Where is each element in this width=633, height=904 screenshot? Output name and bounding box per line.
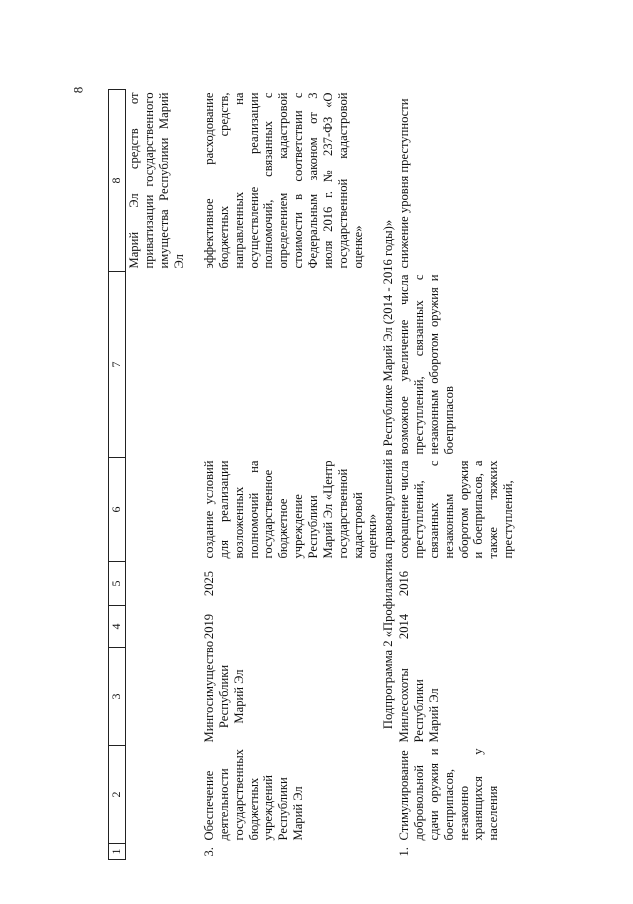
carry-over-link-text: Марий Эл средств от приватизации государственного имущества Республики Марий Эл	[127, 92, 186, 269]
row1-end-year: 2016	[397, 570, 412, 597]
row1-consequences: возможное увеличение числа преступлений, связанных с незаконным оборотом оружия и боеприпасов	[397, 274, 456, 455]
col-number-6: 6	[109, 458, 126, 562]
col-number-4: 4	[109, 606, 126, 648]
row3-activity-name: Обеспечение деятельности государственных бюджетных учреждений Республики Марий Эл	[202, 749, 306, 841]
col-number-3: 3	[109, 648, 126, 746]
row1-number: 1.	[397, 847, 412, 857]
col-number-7: 7	[109, 272, 126, 458]
table-row-1	[396, 90, 516, 860]
col-number-1: 1	[109, 844, 126, 860]
row3-link-to-indicators: эффективное расходование бюджетных средств, направленных на осуществление реализации полномочий, связанных с определением кадастровой стоимости в соответствии с Федеральным законом от 3 июля 2016 г. № 237-ФЗ «О государственной кадастровой оценке»	[202, 92, 365, 269]
row3-number: 3.	[202, 847, 216, 857]
col-number-5: 5	[109, 562, 126, 606]
rotated-table-sheet	[108, 90, 528, 860]
row1-start-year: 2014	[397, 613, 412, 640]
table-row-3	[201, 90, 380, 860]
page-number: 8	[70, 86, 86, 94]
col-number-8: 8	[109, 90, 126, 272]
row1-activity-name: Стимулирование добровольной сдачи оружия и боеприпасов, незаконно хранящихся у населения	[397, 748, 501, 841]
subprogram-title-row	[380, 90, 396, 860]
program-table	[108, 89, 516, 860]
row3-end-year: 2025	[202, 570, 216, 597]
row3-consequences	[201, 272, 380, 458]
col-number-2: 2	[109, 746, 126, 844]
row3-expected-result: создание условий для реализации возложенных полномочий на государственное бюджетное учреждение Республики Марий Эл «Центр государственной кадастровой оценки»	[202, 460, 380, 559]
row1-link-to-indicators: снижение уровня преступности	[397, 98, 412, 269]
column-number-row	[109, 90, 126, 860]
row3-start-year: 2019	[202, 613, 216, 640]
row3-executor: Мингосимущество Республики Марий Эл	[202, 640, 246, 743]
row1-expected-result: сокращение числа преступлений, связанных с незаконным оборотом оружия и боеприпасов, а также тяжких преступлений,	[397, 460, 516, 559]
table-row-carry-over	[126, 90, 202, 860]
row1-executor: Минлесохоты Республики Марий Эл	[397, 668, 441, 743]
subprogram-title: Подпрограмма 2 «Профилактика правонарушений в Республике Марий Эл (2014 - 2016 годы)»	[381, 219, 396, 730]
